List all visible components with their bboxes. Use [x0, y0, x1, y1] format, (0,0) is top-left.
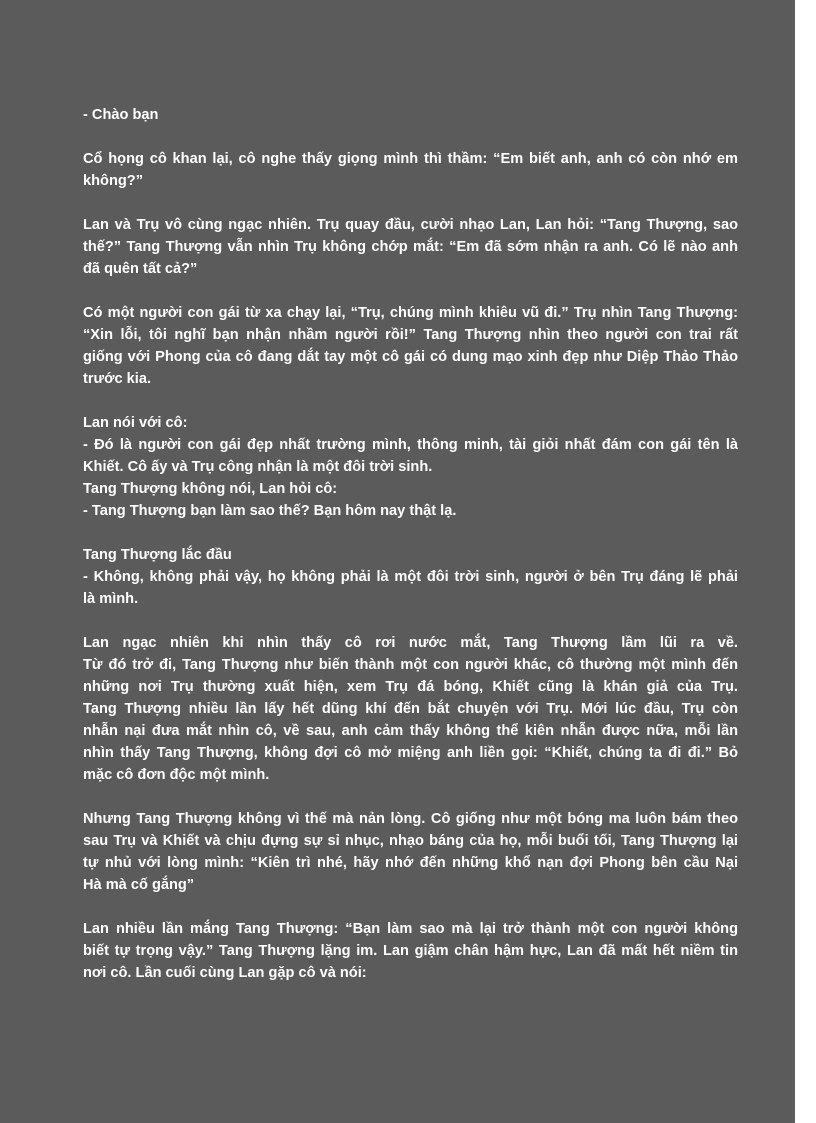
- text-line: - Đó là người con gái đẹp nhất trường mình, thông minh, tài giỏi nhất đám con gái tên là: [83, 437, 738, 453]
- text-line: Tang Thượng lắc đầu: [83, 547, 232, 563]
- paragraph-5: [83, 412, 738, 522]
- text-line: tự nhủ với lòng mình: “Kiên trì nhé, hãy nhớ đến những khổ nạn đợi Phong bên cầu Nại: [83, 855, 738, 871]
- text-line: nhìn thấy Tang Thượng, không đợi cô mở miệng anh liền gọi: “Khiết, chúng ta đi đi.” Bỏ: [83, 745, 738, 761]
- text-line: thế?” Tang Thượng vẫn nhìn Trụ không chớp mắt: “Em đã sớm nhận ra anh. Có lẽ nào anh: [83, 239, 738, 255]
- text-line: những nơi Trụ thường xuất hiện, xem Trụ đá bóng, Khiết cũng là khán giả của Trụ.: [83, 679, 738, 695]
- text-line: Tang Thượng không nói, Lan hỏi cô:: [83, 481, 338, 497]
- document-body: [83, 104, 738, 1006]
- text-line: trước kia.: [83, 371, 151, 387]
- text-line: Từ đó trở đi, Tang Thượng như biến thành một con người khác, cô thường một mình đến: [83, 657, 738, 673]
- paragraph-2: [83, 148, 738, 192]
- text-line: giống với Phong của cô đang dắt tay một cô gái có dung mạo xinh đẹp như Diệp Thảo Thảo: [83, 349, 738, 365]
- text-line: Lan ngạc nhiên khi nhìn thấy cô rơi nước mắt, Tang Thượng lầm lũi ra về.: [83, 635, 738, 651]
- text-line: Lan nhiều lần mắng Tang Thượng: “Bạn làm sao mà lại trở thành một con người không: [83, 921, 738, 937]
- text-line: Tang Thượng nhiều lần lấy hết dũng khí đến bắt chuyện với Trụ. Mới lúc đầu, Trụ còn: [83, 701, 738, 717]
- text-line: nhẫn nại đưa mắt nhìn cô, về sau, anh cảm thấy không thể kiên nhẫn được nữa, mỗi lần: [83, 723, 738, 739]
- text-line: biết tự trọng vậy.” Tang Thượng lặng im. Lan giậm chân hậm hực, Lan đã mất hết niềm tin: [83, 943, 738, 959]
- text-line: mặc cô đơn độc một mình.: [83, 767, 270, 783]
- text-line: Lan và Trụ vô cùng ngạc nhiên. Trụ quay đầu, cười nhạo Lan, Lan hỏi: “Tang Thượng, sao: [83, 217, 738, 233]
- text-line: đã quên tất cả?”: [83, 261, 198, 277]
- text-line: - Tang Thượng bạn làm sao thế? Bạn hôm nay thật lạ.: [83, 503, 457, 519]
- text-line: là mình.: [83, 591, 139, 607]
- text-line: Khiết. Cô ấy và Trụ công nhận là một đôi trời sinh.: [83, 459, 433, 475]
- text-line: Cổ họng cô khan lại, cô nghe thấy giọng mình thì thầm: “Em biết anh, anh có còn nhớ em: [83, 151, 738, 167]
- paragraph-greeting: [83, 104, 738, 126]
- text-line: - Không, không phải vậy, họ không phải là một đôi trời sinh, người ở bên Trụ đáng lẽ phải: [83, 569, 738, 585]
- text-line: sau Trụ và Khiết và chịu đựng sự sỉ nhục, nhạo báng của họ, mỗi buổi tối, Tang Thượng lại: [83, 833, 738, 849]
- text-line: Nhưng Tang Thượng không vì thế mà nản lòng. Cô giống như một bóng ma luôn bám theo: [83, 811, 738, 827]
- paragraph-4: [83, 302, 738, 390]
- paragraph-6: [83, 544, 738, 610]
- text-line: Có một người con gái từ xa chạy lại, “Trụ, chúng mình khiêu vũ đi.” Trụ nhìn Tang Thượng:: [83, 305, 738, 321]
- text-line: “Xin lỗi, tôi nghĩ bạn nhận nhầm người rồi!” Tang Thượng nhìn theo người con trai rất: [83, 327, 738, 343]
- text-line: - Chào bạn: [83, 107, 159, 123]
- paragraph-9: [83, 918, 738, 984]
- text-line: nơi cô. Lần cuối cùng Lan gặp cô và nói:: [83, 965, 367, 981]
- text-line: Hà mà cố gắng”: [83, 877, 195, 893]
- paragraph-8: [83, 808, 738, 896]
- text-line: Lan nói với cô:: [83, 415, 188, 431]
- paragraph-7: [83, 632, 738, 786]
- paragraph-3: [83, 214, 738, 280]
- text-line: không?”: [83, 173, 143, 189]
